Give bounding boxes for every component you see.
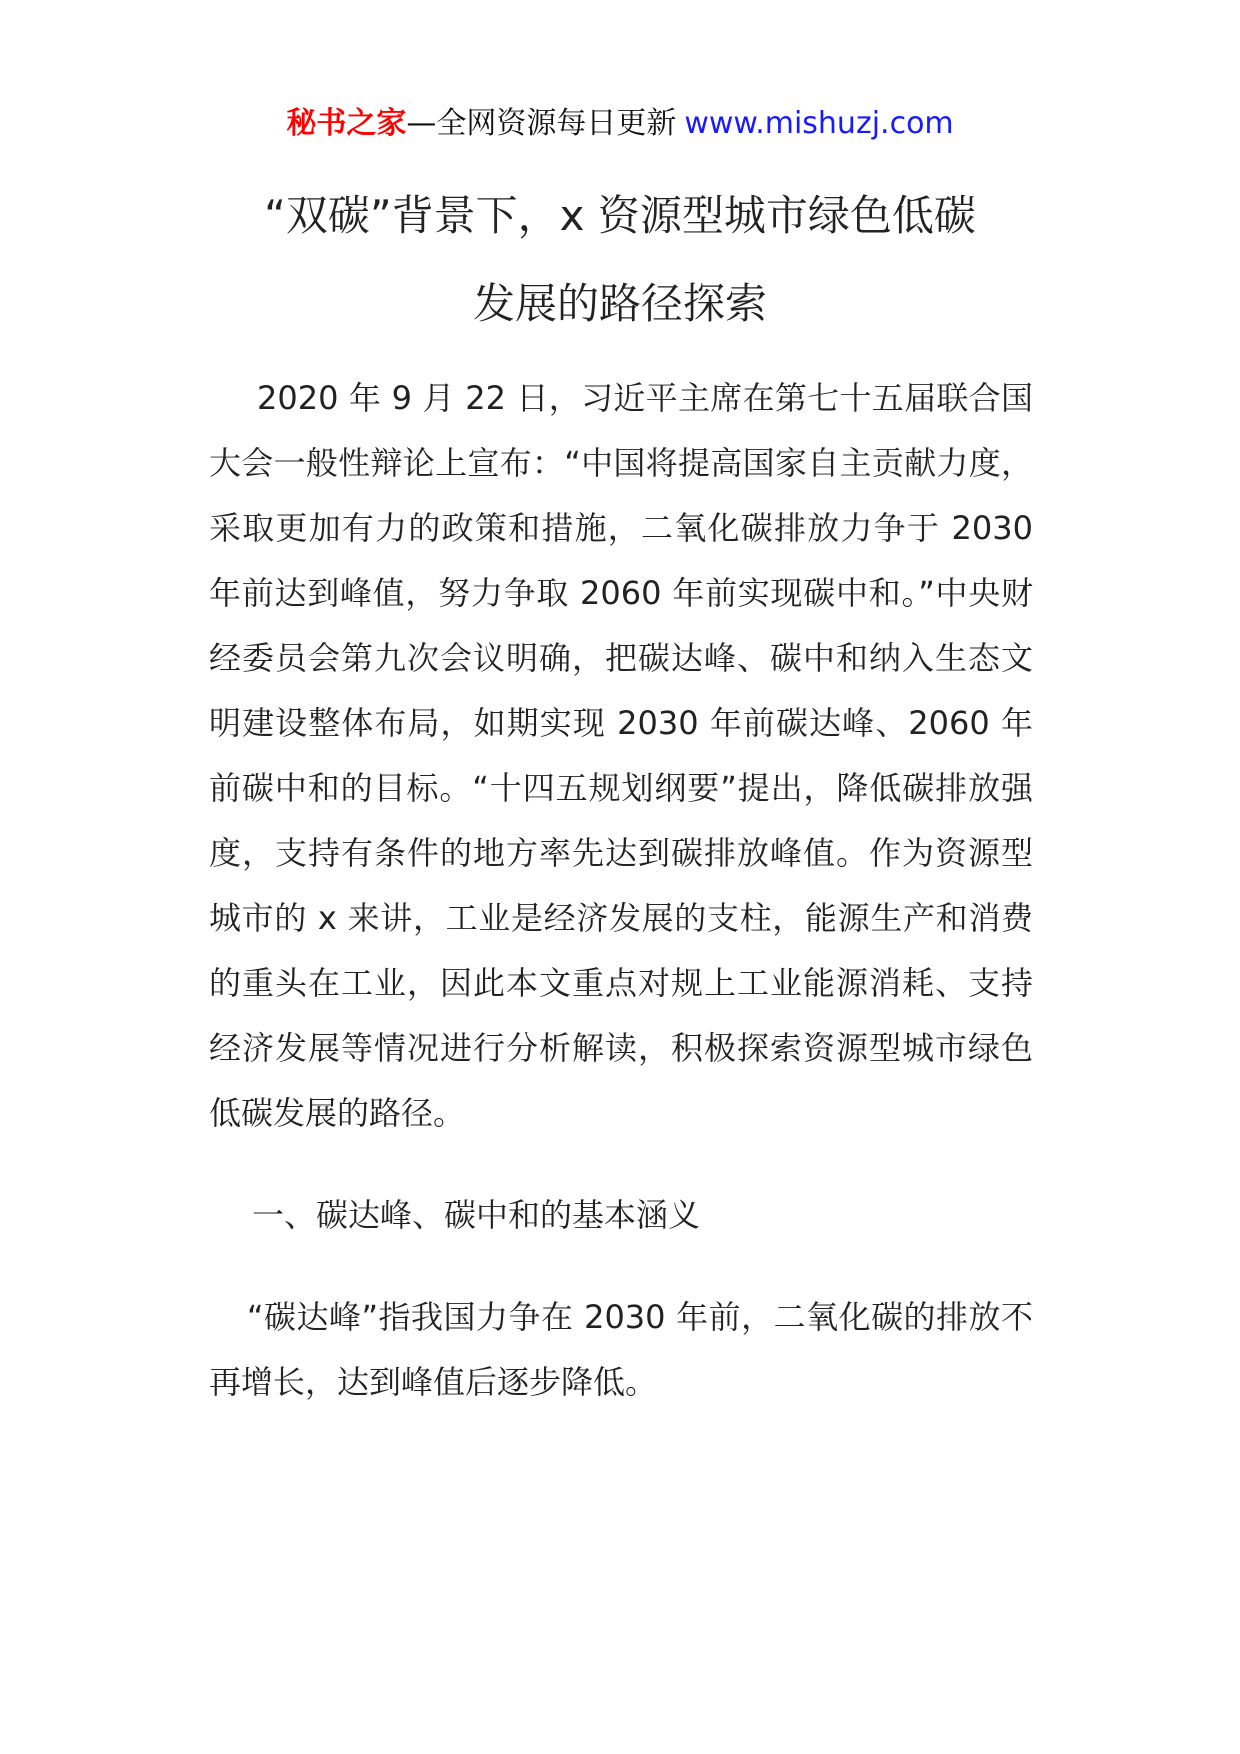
site-name: 秘书之家 [286,106,407,141]
body-paragraph-1: 2020 年 9 月 22 日，习近平主席在第七十五届联合国大会一般性辩论上宣布：“中国将提高国家自主贡献力度，采取更加有力的政策和措施，二氧化碳排放力争于 2030 年前达到峰值，努力争取 2060 年前实现碳中和。”中央财经委员会第九次会议明确，把碳达峰、碳中和纳入生态文明建设整体布局，如期实现 2030 年前碳达峰、2060 年前碳中和的目标。“十四五规划纲要”提出，降低碳排放强度，支持有条件的地方率先达到碳排放峰值。作为资源型城市的 x 来讲，工业是经济发展的支柱，能源生产和消费的重头在工业，因此本文重点对规上工业能源消耗、支持经济发展等情况进行分析解读，积极探索资源型城市绿色低碳发展的路径。 [209,379,1033,1132]
site-header [0,98,1240,150]
body-paragraph-2: “碳达峰”指我国力争在 2030 年前，二氧化碳的排放不再增长，达到峰值后逐步降低。 [209,1298,1033,1401]
site-tagline: —全网资源每日更新 [406,106,677,141]
title-line-2: 发展的路径探索 [472,279,767,328]
section-heading-1: 一、碳达峰、碳中和的基本涵义 [252,1196,701,1234]
title-line-1: “双碳”背景下，x 资源型城市绿色低碳 [264,191,976,240]
document-title [200,172,1040,348]
site-url-link[interactable]: www.mishuzj.com [684,106,954,141]
